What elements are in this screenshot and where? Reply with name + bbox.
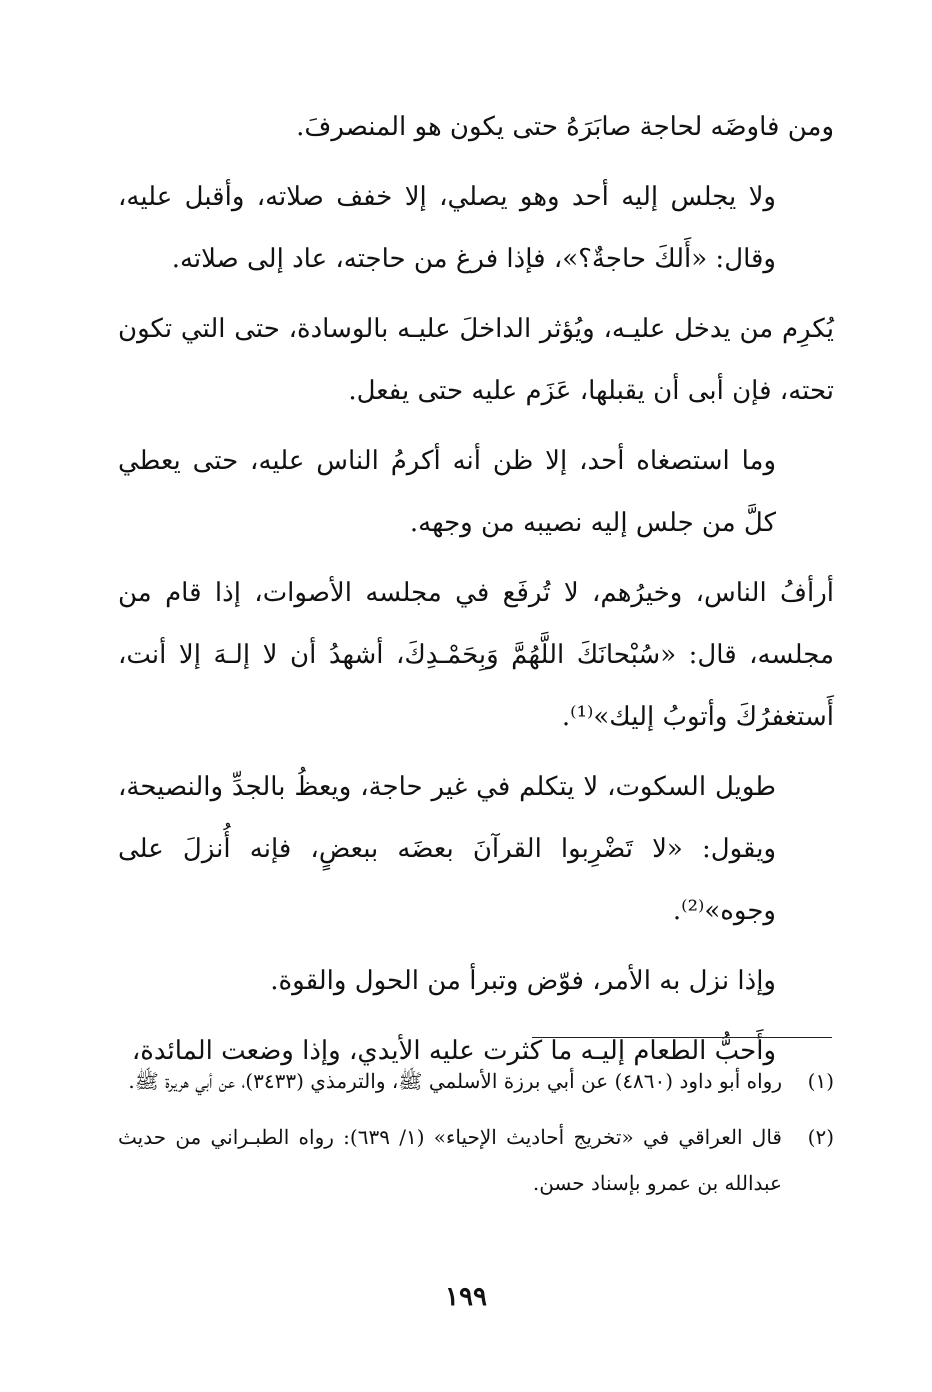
footnote (118, 1114, 834, 1206)
footnote-divider (532, 1037, 832, 1038)
footnote (118, 1058, 834, 1104)
paragraph: طويل السكوت، لا يتكلم في غير حاجة، ويعظُ بالجدِّ والنصيحة، ويقول: «لا تَضْرِبوا القرآنَ بعضَه ببعضٍ، فإنه أُنزلَ على وجوه»⁽²⁾. (118, 772, 776, 926)
paragraph: يُكرِم من يدخل عليـه، ويُؤثر الداخلَ عليـه بالوسادة، حتى التي تكون تحته، فإن أبى أن يقبلها، عَزَم عليه حتى يفعل. (118, 314, 834, 406)
footnote-number: (٢) (807, 1125, 834, 1149)
page-number: ١٩٩ (445, 1282, 487, 1312)
footnotes (118, 1058, 834, 1216)
paragraph: وإذا نزل به الأمر، فوّض وتبرأ من الحول والقوة. (270, 966, 776, 996)
footnote-number: (١) (807, 1069, 834, 1093)
footnote-text: رواه أبو داود (٤٨٦٠) عن أبي برزة الأسلمي ﷺ، والترمذي (٣٤٣٣)، عن أبي هريرة ﷺ. (128, 1069, 782, 1093)
paragraph: ولا يجلس إليه أحد وهو يصلي، إلا خفف صلاته، وأقبل عليه، وقال: «أَلكَ حاجةٌ؟»، فإذا فرغ من حاجته، عاد إلى صلاته. (118, 182, 776, 274)
paragraph: ومن فاوضَه لحاجة صابَرَهُ حتى يكون هو المنصرفَ. (296, 112, 834, 142)
main-text (118, 96, 834, 1090)
paragraph: وما استصغاه أحد، إلا ظن أنه أكرمُ الناس عليه، حتى يعطي كلَّ من جلس إليه نصيبه من وجهه. (118, 446, 777, 538)
paragraph: وأَحبُّ الطعام إليـه ما كثرت عليه الأيدي، وإذا وضعت المائدة، (131, 1036, 776, 1066)
footnote-text: قال العراقي في «تخريج أحاديث الإحياء» (١/ ٦٣٩): رواه الطبـراني من حديث عبدالله بن عمرو بإسناد حسن. (118, 1125, 782, 1195)
paragraph: أرأفُ الناس، وخيرُهم، لا تُرفَع في مجلسه الأصوات، إذا قام من مجلسه، قال: «سُبْحانَكَ اللَّهُمَّ وَبِحَمْـدِكَ، أشهدُ أن لا إلـهَ إلا أنت، أَستغفرُكَ وأتوبُ إليك»⁽¹⁾. (118, 578, 834, 732)
